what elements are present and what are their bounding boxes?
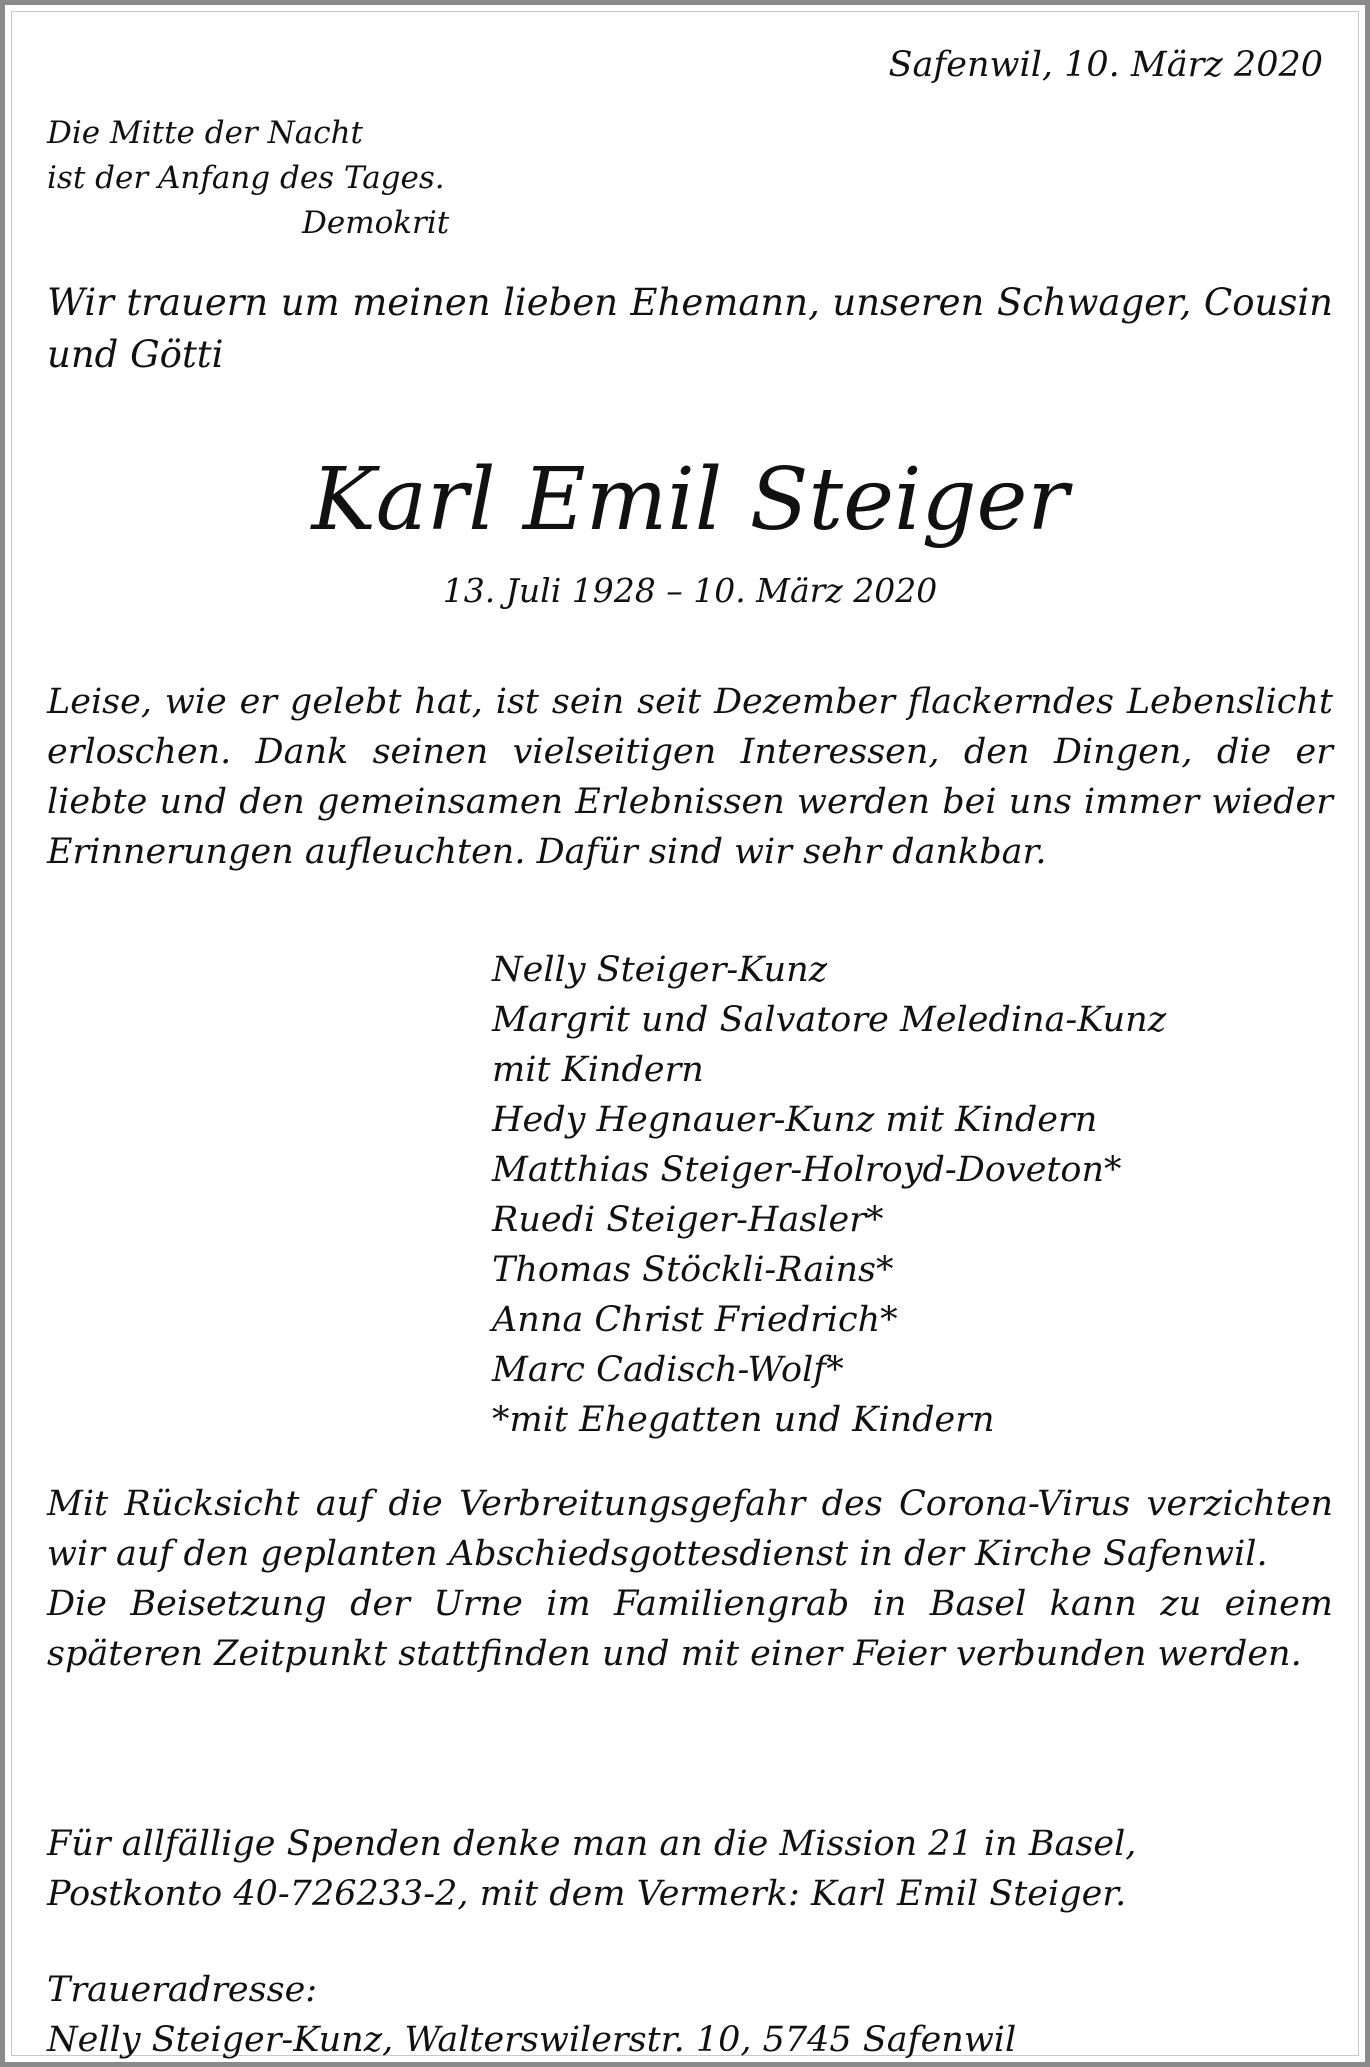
mourners-footnote: *mit Ehegatten und Kindern <box>492 1400 995 1440</box>
deceased-name: Karl Emil Steiger <box>311 450 1069 550</box>
memorial-paragraph: Leise, wie er gelebt hat, ist sein seit Dezember flackerndes Lebenslicht erloschen. Dank seinen vielseitigen Interessen, den Dingen, die er liebte und den gemeinsamen Erlebnissen werden bei uns immer wieder Erinnerungen aufleuchten. Dafür sind wir sehr dankbar. <box>47 682 1333 872</box>
quote-line-1: Die Mitte der Nacht <box>47 115 363 151</box>
quote-author: Demokrit <box>302 205 450 241</box>
donation-info <box>47 1819 1333 1919</box>
donation-line-1: Für allfällige Spenden denke man an die Mission 21 in Basel, <box>47 1824 1137 1864</box>
mourner-entry: Thomas Stöckli-Rains* <box>492 1250 894 1290</box>
burial-notice: Die Beisetzung der Urne im Familiengrab in Basel kann zu einem späteren Zeitpunkt stattfinden und mit einer Feier verbunden werden. <box>47 1584 1333 1674</box>
mourning-address <box>47 1965 1333 2065</box>
epigraph-quote <box>47 111 449 246</box>
mourner-entry: Margrit und Salvatore Meledina-Kunz <box>492 1000 1167 1040</box>
mourner-entry: Matthias Steiger-Holroyd-Doveton* <box>492 1150 1122 1190</box>
corona-notice: Mit Rücksicht auf die Verbreitungsgefahr des Corona-Virus verzichten wir auf den geplanten Abschiedsgottesdienst in der Kirche Safenwil. <box>47 1484 1333 1574</box>
donation-line-2: Postkonto 40-726233-2, mit dem Vermerk: Karl Emil Steiger. <box>47 1874 1127 1914</box>
mourner-entry: Anna Christ Friedrich* <box>492 1300 898 1340</box>
deceased-lifespan: 13. Juli 1928 – 10. März 2020 <box>442 571 938 610</box>
mourners-list <box>492 945 1166 1445</box>
quote-line-2: ist der Anfang des Tages. <box>47 160 445 196</box>
address-value: Nelly Steiger-Kunz, Walterswilerstr. 10, 5745 Safenwil <box>47 2020 1017 2060</box>
place-date: Safenwil, 10. März 2020 <box>888 45 1323 85</box>
funeral-info-paragraph <box>47 1479 1333 1679</box>
mourner-entry: Marc Cadisch-Wolf* <box>492 1350 844 1390</box>
mourner-entry: Hedy Hegnauer-Kunz mit Kindern <box>492 1100 1098 1140</box>
intro-text: Wir trauern um meinen lieben Ehemann, unseren Schwager, Cousin und Götti <box>47 281 1333 376</box>
address-label: Traueradresse: <box>47 1970 318 2010</box>
mourner-entry: Nelly Steiger-Kunz <box>492 950 828 990</box>
mourner-entry: mit Kindern <box>492 1050 704 1090</box>
mourner-entry: Ruedi Steiger-Hasler* <box>492 1200 884 1240</box>
